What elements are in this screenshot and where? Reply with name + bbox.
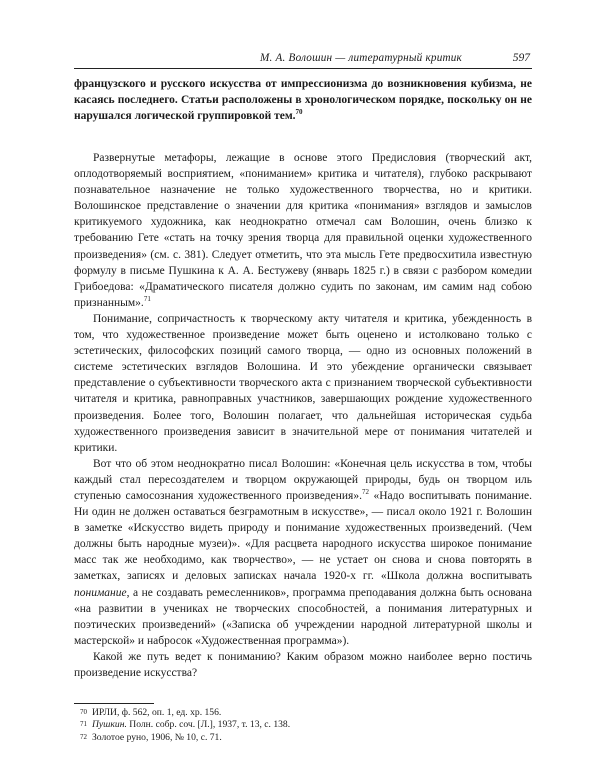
running-header bbox=[74, 52, 532, 69]
top-paragraph-text: французского и русского искусства от импрессионизма до возникновения кубизма, не касаясь последнего. Статьи расположены в хронологическом порядке, поскольку он не нарушался логической группировкой тем. bbox=[74, 78, 532, 123]
top-paragraph bbox=[74, 76, 532, 124]
footnote-author: Пушкин. bbox=[92, 719, 127, 731]
paragraph-text: Развернутые метафоры, лежащие в основе этого Предисловия (творческий акт, оплодотворяемый восприятием, «пониманием» критика и читателя), глубоко раскрывают познавательное назначение не только художественного творчества, но и критики. Волошинское представление о значении для критика «понимания» взглядов и замыслов критикуемого художника, как неоднократно отмечал сам Волошин, очень близко к требованию Гете «стать на точку зрения творца для правильной оценки художественного произведения» (см. с. 381). Следует отметить, что эта мысль Гете предвосхитила известную формулу в письме Пушкина к А. А. Бестужеву (январь 1825 г.) в связи с разбором комедии Грибоедова: «Драматического писателя должно судить по законам, им самим над собою признанным». bbox=[74, 152, 532, 309]
emphasis-text: понимание bbox=[74, 586, 127, 599]
footnote-number: 70 bbox=[80, 708, 87, 716]
page-number: 597 bbox=[512, 52, 530, 64]
paragraph-understanding bbox=[74, 311, 532, 456]
footnote-ref-71: 71 bbox=[143, 294, 151, 303]
footnote-71 bbox=[74, 719, 532, 731]
footnote-text: ИРЛИ, ф. 562, оп. 1, ед. хр. 156. bbox=[92, 707, 222, 718]
footnote-text: Золотое руно, 1906, № 10, с. 71. bbox=[92, 731, 222, 743]
paragraph-text: , а не создавать ремесленников», программа преподавания должна быть основана «на развитии в учениках не творческих способностей, а понимания литературных и поэтических произведений» («Записка об учреждении народной литературной школы и мастерской» и набросок «Художественная программа»). bbox=[74, 586, 532, 647]
footnote-70 bbox=[74, 707, 532, 719]
paragraph-text: Какой же путь ведет к пониманию? Каким образом можно наиболее верно постичь произведение искусства? bbox=[74, 650, 532, 679]
footnote-number: 72 bbox=[80, 732, 87, 741]
paragraph-metaphors bbox=[74, 150, 532, 311]
footnote-ref-72: 72 bbox=[361, 487, 369, 496]
footnote-72 bbox=[74, 732, 532, 744]
footnote-divider bbox=[74, 703, 154, 704]
footnote-text: Полн. собр. соч. [Л.], 1937, т. 13, с. 138. bbox=[126, 719, 291, 731]
paragraph-text: Вот что об этом неоднократно писал Волошин: «Конечная цель искусства в том, чтобы каждый стал пересоздателем и творцом окружающей природы, будь он творцом иль ступенью самосознания художественного произведения». bbox=[74, 457, 532, 502]
main-text bbox=[74, 150, 532, 681]
paragraph-question bbox=[74, 649, 532, 681]
paragraph-text: Понимание, сопричастность к творческому акту читателя и критика, убежденность в том, что художественное произведение может быть оценено и истолковано только с эстетических, философских позиций самого творца, — одно из основных положений в системе эстетических взглядов Волошина. И это убеждение органически связывает представление о субъективности творческого акта с признанием творческой субъективности читателя и критика, равноправных участников, завершающих рождение художественного произведения. Более того, Волошин полагает, что дальнейшая историческая судьба художественного произведения зависит в значительной мере от понимания читателей и критики. bbox=[74, 312, 532, 454]
footnote-ref-70: 70 bbox=[295, 108, 303, 117]
paragraph-text: «Надо воспитывать понимание. Ни один не должен оставаться безграмотным в искусстве», — писал около 1921 г. Волошин в заметке «Искусство видеть природу и понимание художественных произведений. (Чем должны быть народные музеи)». «Для расцвета народного искусства широкое понимание масс так же необходимо, как творчество», — не устает он снова и снова повторять в заметках, записях и деловых записках начала 1920-х гг. «Школа должна воспитывать bbox=[74, 489, 532, 583]
running-title: М. А. Волошин — литературный критик bbox=[260, 52, 462, 64]
paragraph-voloshin-quotes bbox=[74, 456, 532, 649]
footnotes bbox=[74, 707, 532, 744]
footnote-number: 71 bbox=[80, 720, 87, 729]
